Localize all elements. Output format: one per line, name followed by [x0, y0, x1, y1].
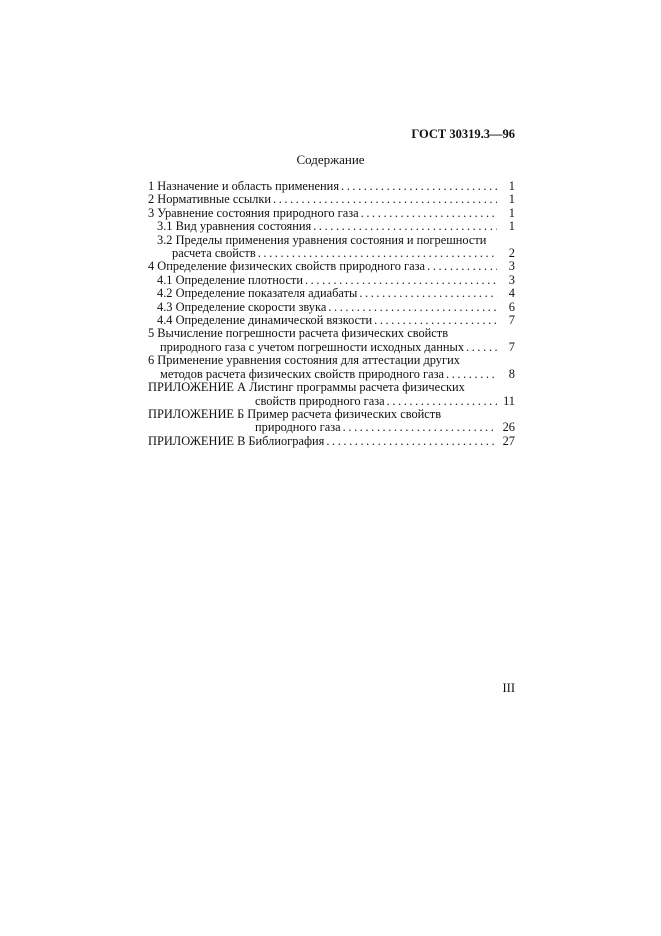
toc-entry-page: 8 [508, 366, 515, 381]
toc-entry[interactable] [148, 327, 515, 354]
page-title: Содержание [296, 152, 365, 167]
toc-entry-page: 2 [508, 246, 515, 261]
toc-entry[interactable] [148, 207, 515, 220]
toc-entry-title: 3.2 Пределы применения уравнения состояния и погрешности [157, 232, 487, 247]
table-of-contents [148, 180, 515, 448]
dot-leader [326, 301, 497, 314]
dot-leader [385, 395, 497, 408]
dot-leader [372, 314, 497, 327]
dot-leader [359, 207, 497, 220]
toc-entry-title: расчета свойств [172, 246, 256, 261]
toc-entry[interactable] [148, 287, 515, 300]
toc-entry-title: свойств природного газа [255, 393, 385, 408]
toc-entry-title: 4 Определение физических свойств природного газа [148, 259, 426, 274]
toc-entry-title: 2 Нормативные ссылки [148, 192, 271, 207]
document-header: ГОСТ 30319.3—96 [411, 127, 515, 141]
toc-entry-title: ПРИЛОЖЕНИЕ В Библиография [148, 433, 325, 448]
toc-entry-page: 1 [508, 205, 515, 220]
dot-leader [311, 220, 497, 233]
toc-entry-title: 4.3 Определение скорости звука [157, 299, 327, 314]
toc-entry[interactable] [148, 193, 515, 206]
toc-entry-title: 3 Уравнение состояния природного газа [148, 205, 359, 220]
toc-entry-page: 3 [508, 272, 515, 287]
dot-leader [303, 274, 497, 287]
toc-entry[interactable] [148, 274, 515, 287]
toc-entry-page: 27 [502, 433, 515, 448]
toc-entry-page: 1 [508, 219, 515, 234]
toc-entry-page: 26 [502, 420, 515, 435]
toc-entry[interactable] [148, 435, 515, 448]
toc-entry-page: 4 [508, 286, 515, 301]
toc-entry-page: 7 [508, 339, 515, 354]
dot-leader [357, 287, 497, 300]
dot-leader [444, 368, 497, 381]
toc-entry-title: 6 Применение уравнения состояния для аттестации других [148, 353, 460, 368]
toc-entry-title: ПРИЛОЖЕНИЕ А Листинг программы расчета физических [148, 380, 465, 395]
dot-leader [271, 193, 497, 206]
toc-entry[interactable] [148, 220, 515, 233]
toc-entry-title: 5 Вычисление погрешности расчета физических свойств [148, 326, 449, 341]
dot-leader [464, 341, 497, 354]
toc-entry-page: 7 [508, 313, 515, 328]
toc-entry[interactable] [148, 301, 515, 314]
toc-entry[interactable] [148, 381, 515, 408]
toc-entry-page: 1 [508, 179, 515, 193]
dot-leader [339, 180, 497, 193]
page-number: III [502, 681, 515, 695]
toc-entry-title: 4.1 Определение плотности [157, 272, 303, 287]
dot-leader [324, 435, 497, 448]
toc-entry[interactable] [148, 180, 515, 193]
toc-entry-title: 1 Назначение и область применения [148, 179, 340, 193]
dot-leader [425, 260, 497, 273]
toc-entry-page: 6 [508, 299, 515, 314]
toc-entry-page: 3 [508, 259, 515, 274]
toc-entry-title: 4.2 Определение показателя адиабаты [157, 286, 358, 301]
toc-entry[interactable] [148, 260, 515, 273]
toc-entry[interactable] [148, 408, 515, 435]
dot-leader [256, 247, 497, 260]
toc-entry-title: природного газа [255, 420, 341, 435]
dot-leader [341, 421, 497, 434]
toc-entry-page: 11 [503, 393, 515, 408]
toc-entry-page: 1 [508, 192, 515, 207]
toc-entry-title: 4.4 Определение динамической вязкости [157, 313, 373, 328]
toc-entry-title: 3.1 Вид уравнения состояния [157, 219, 312, 234]
toc-entry[interactable] [148, 234, 515, 261]
toc-entry-title: ПРИЛОЖЕНИЕ Б Пример расчета физических свойств [148, 406, 442, 421]
toc-entry[interactable] [148, 354, 515, 381]
toc-entry-title: природного газа с учетом погрешности исходных данных [160, 339, 465, 354]
toc-entry[interactable] [148, 314, 515, 327]
toc-entry-title: методов расчета физических свойств природного газа [160, 366, 445, 381]
